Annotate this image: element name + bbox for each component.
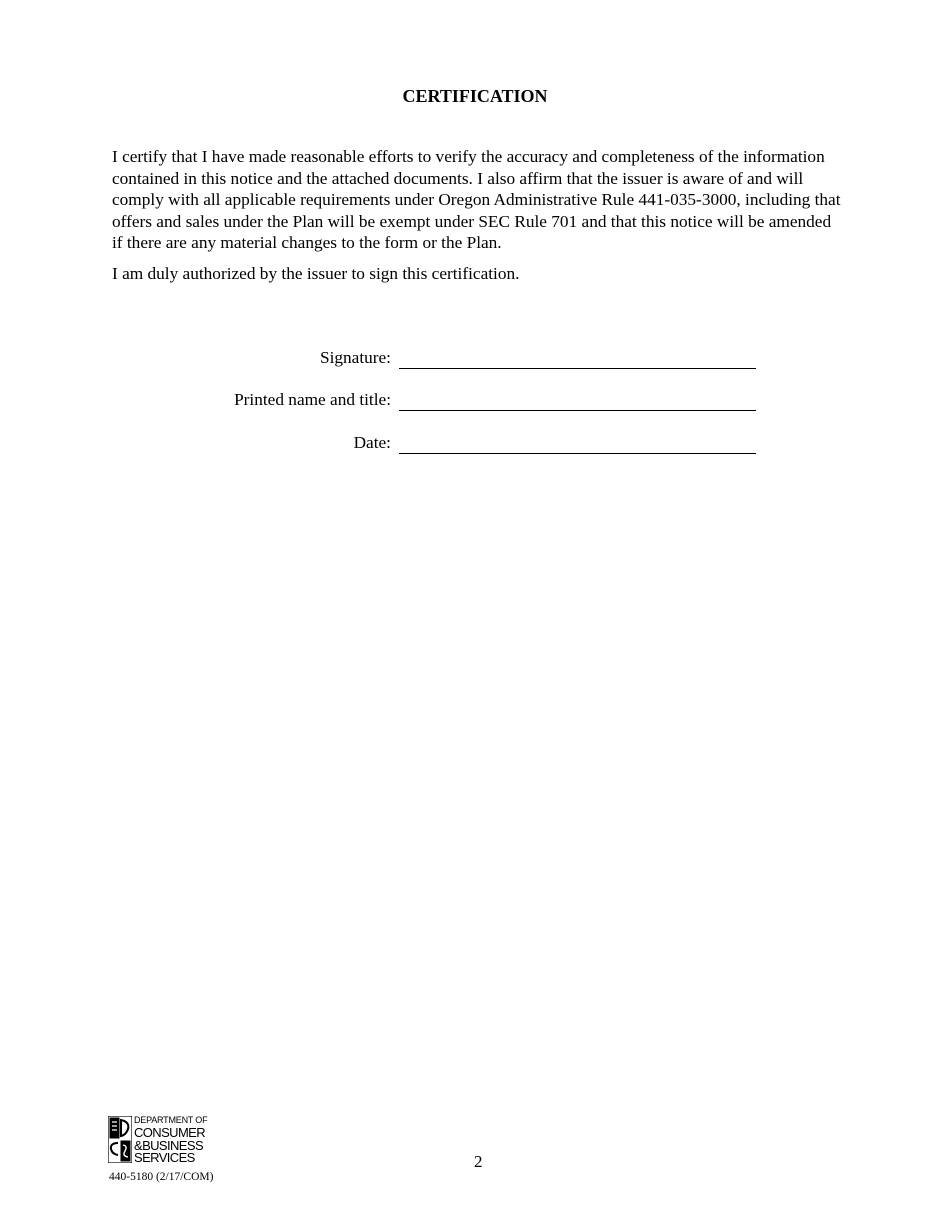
printed-name-label: Printed name and title: [234, 390, 391, 409]
page-title: CERTIFICATION [402, 86, 548, 106]
form-number: 440-5180 (2/17/COM) [109, 1171, 214, 1183]
logo-line-consumer: CONSUMER [134, 1125, 206, 1140]
date-label: Date: [353, 433, 391, 452]
printed-name-row [0, 389, 950, 413]
logo-line-services: SERVICES [134, 1150, 195, 1165]
printed-name-line[interactable] [399, 410, 756, 411]
page-number: 2 [474, 1152, 483, 1171]
signature-line[interactable] [399, 368, 756, 369]
authorization-paragraph: I am duly authorized by the issuer to sign this certification. [112, 264, 520, 283]
dcbs-logo [108, 1116, 224, 1166]
logo-line-department: DEPARTMENT OF [134, 1115, 208, 1125]
signature-label: Signature: [319, 348, 391, 367]
signature-row [0, 347, 950, 371]
dcbs-logo-mark-icon [108, 1116, 132, 1163]
date-row [0, 432, 950, 456]
certification-paragraph: I certify that I have made reasonable efforts to verify the accuracy and completeness of the information contained in this notice and the attached documents. I also affirm that the issuer is aware of and will comply with all applicable requirements under Oregon Administrative Rule 441-035-3000, including that offers and sales under the Plan will be exempt under SEC Rule 701 and that this notice will be amended if there are any material changes to the form or the Plan. [112, 147, 841, 252]
date-line[interactable] [399, 453, 756, 454]
logo-line-business: &BUSINESS [134, 1137, 204, 1153]
dcbs-logo-text [134, 1116, 226, 1164]
